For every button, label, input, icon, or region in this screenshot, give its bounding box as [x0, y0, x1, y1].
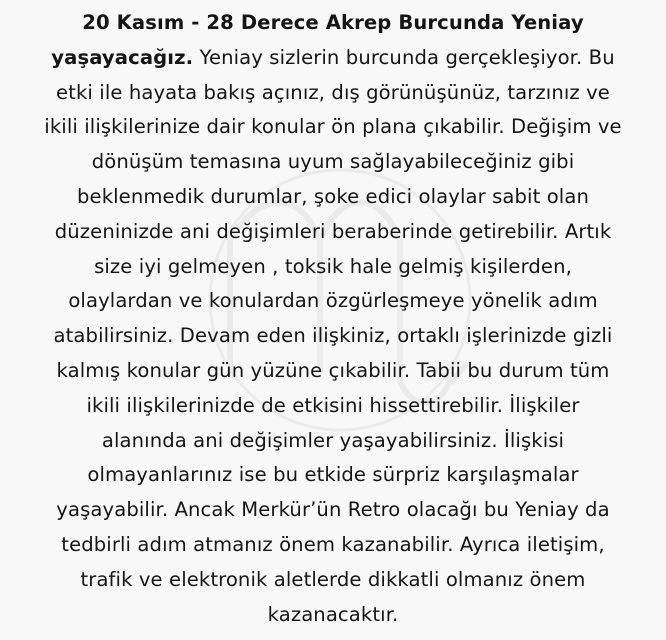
text-line-2: etki ile hayata bakış açınız, dış görünüşünüz, tarzınız ve	[56, 80, 610, 104]
text-line-5: beklenmedik durumlar, şoke edici olaylar sabit olan	[77, 184, 589, 208]
text-line-14: yaşayabilir. Ancak Merkür’ün Retro olacağı bu Yeniay da	[56, 498, 610, 522]
horoscope-text	[0, 6, 666, 632]
text-line-4: dönüşüm temasına uyum sağlayabileceğiniz gibi	[91, 150, 575, 174]
text-line-16: trafik ve elektronik aletlerde dikkatli olmanız önem	[80, 567, 586, 591]
text-line-7: size iyi gelmeyen , toksik hale gelmiş kişilerden,	[94, 254, 572, 278]
post-heading: 20 Kasım - 28 Derece Akrep Burcunda Yeniay	[82, 11, 584, 34]
text-line-6: düzeninizde ani değişimleri beraberinde getirebilir. Artık	[54, 219, 612, 243]
bold-lead: yaşayacağız.	[51, 45, 194, 69]
text-line-1	[0, 41, 666, 76]
text-line-11: ikili ilişkilerinizde de etkisini hissettirebilir. İlişkiler	[86, 393, 580, 417]
text-line-13: olmayanlarınız ise bu etkide sürpriz karşılaşmalar	[87, 463, 579, 487]
text-line-8: olaylardan ve konulardan özgürleşmeye yönelik adım	[68, 289, 598, 313]
text-line-15: tedbirli adım atmanız önem kazanabilir. Ayrıca iletişim,	[61, 532, 605, 556]
text-line-12: alanında ani değişimler yaşayabilirsiniz. İlişkisi	[101, 428, 565, 452]
text-line-17: kazanacaktır.	[267, 602, 399, 626]
text-line-3: ikili ilişkilerinize dair konular ön plana çıkabilir. Değişim ve	[44, 115, 622, 139]
line-text: Yeniay sizlerin burcunda gerçekleşiyor. Bu	[193, 45, 615, 69]
text-line-9: atabilirsiniz. Devam eden ilişkiniz, ortaklı işlerinizde gizli	[53, 324, 613, 348]
text-line-10: kalmış konular gün yüzüne çıkabilir. Tabii bu durum tüm	[56, 358, 610, 382]
